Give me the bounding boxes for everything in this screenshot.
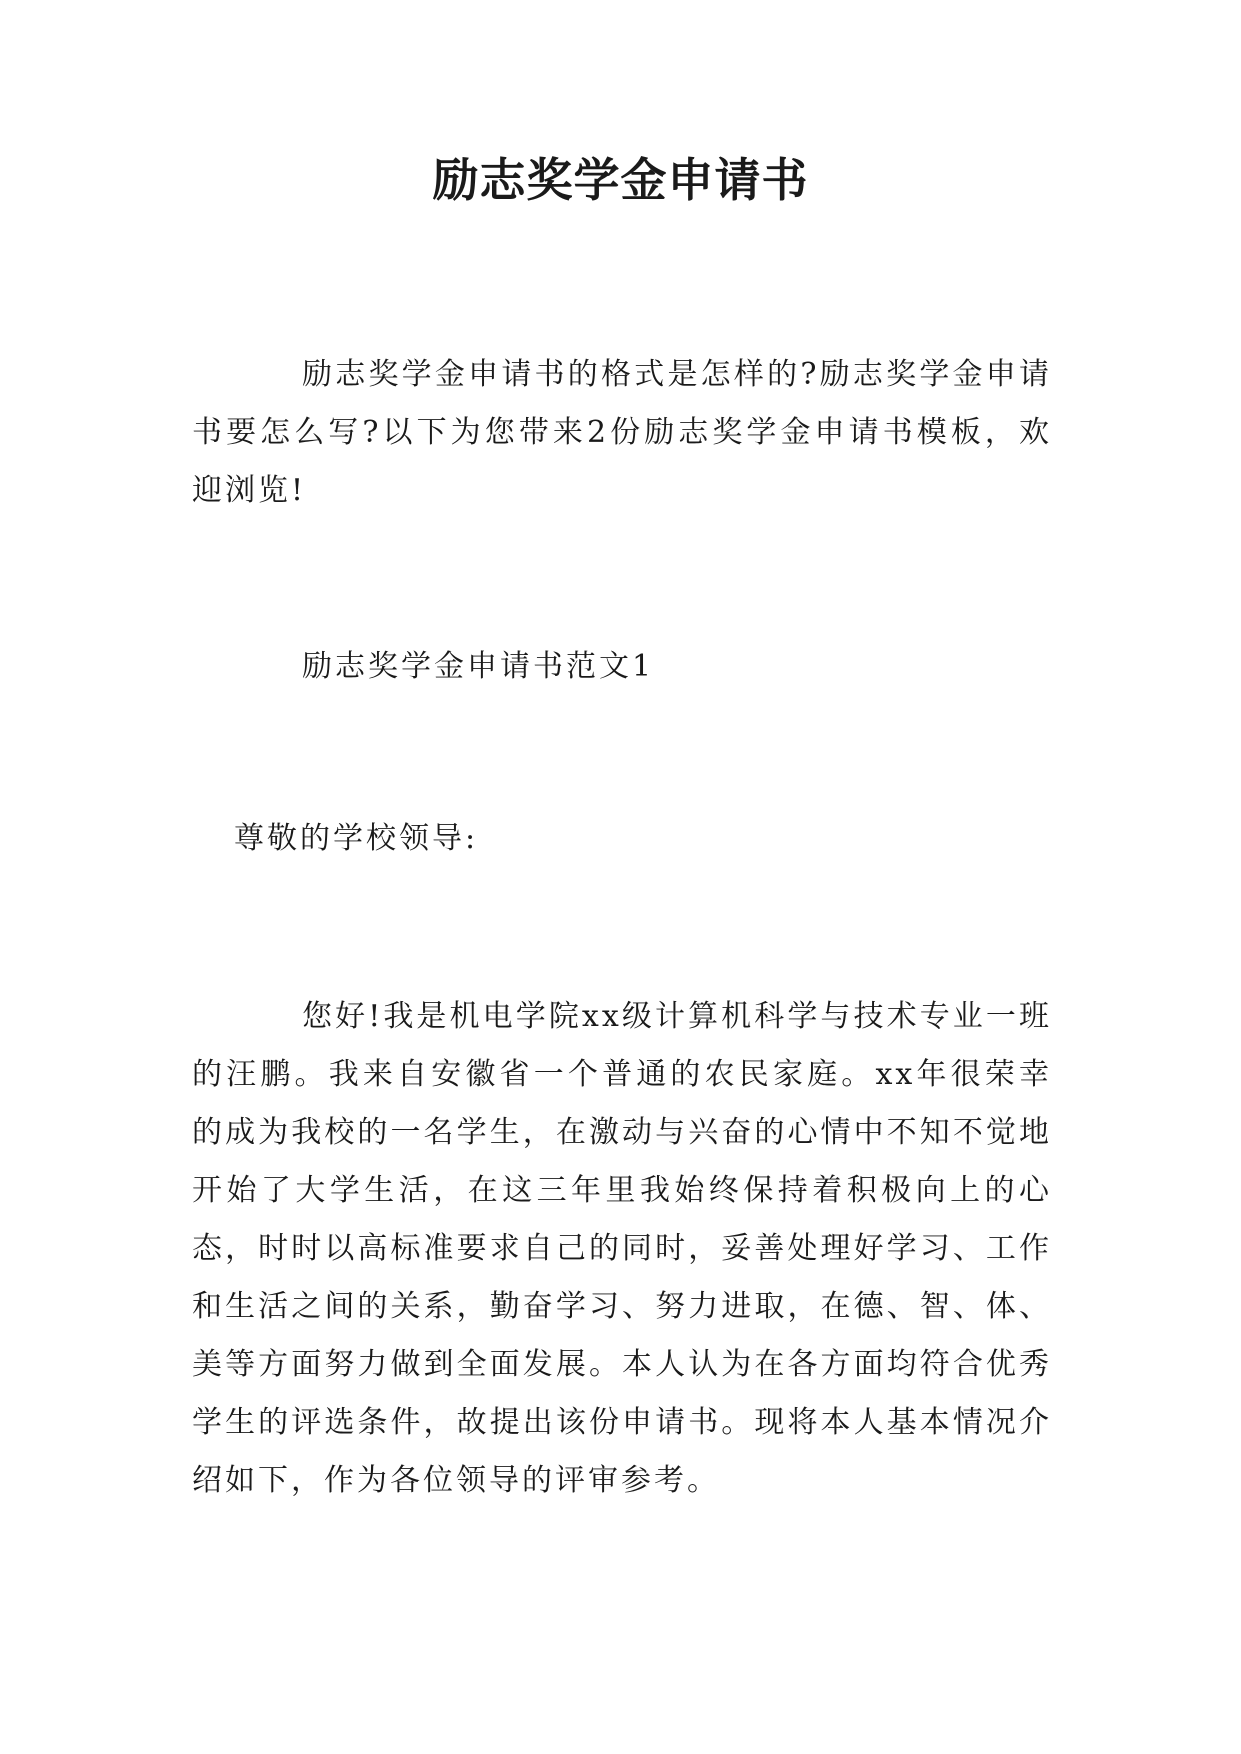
- body-paragraph: 您好!我是机电学院xx级计算机科学与技术专业一班的汪鹏。我来自安徽省一个普通的农民家庭。xx年很荣幸的成为我校的一名学生，在激动与兴奋的心情中不知不觉地开始了大学生活，在这三年里我始终保持着积极向上的心态，时时以高标准要求自己的同时，妥善处理好学习、工作和生活之间的关系，勤奋学习、努力进取，在德、智、体、美等方面努力做到全面发展。本人认为在各方面均符合优秀学生的评选条件，故提出该份申请书。现将本人基本情况介绍如下，作为各位领导的评审参考。: [192, 999, 1052, 1498]
- document-title: 励志奖学金申请书: [432, 153, 809, 207]
- intro-paragraph: 励志奖学金申请书的格式是怎样的?励志奖学金申请书要怎么写?以下为您带来2份励志奖学金申请书模板，欢迎浏览!: [192, 357, 1052, 508]
- sample-heading: 励志奖学金申请书范文1: [302, 649, 655, 684]
- salutation: 尊敬的学校领导:: [234, 821, 479, 856]
